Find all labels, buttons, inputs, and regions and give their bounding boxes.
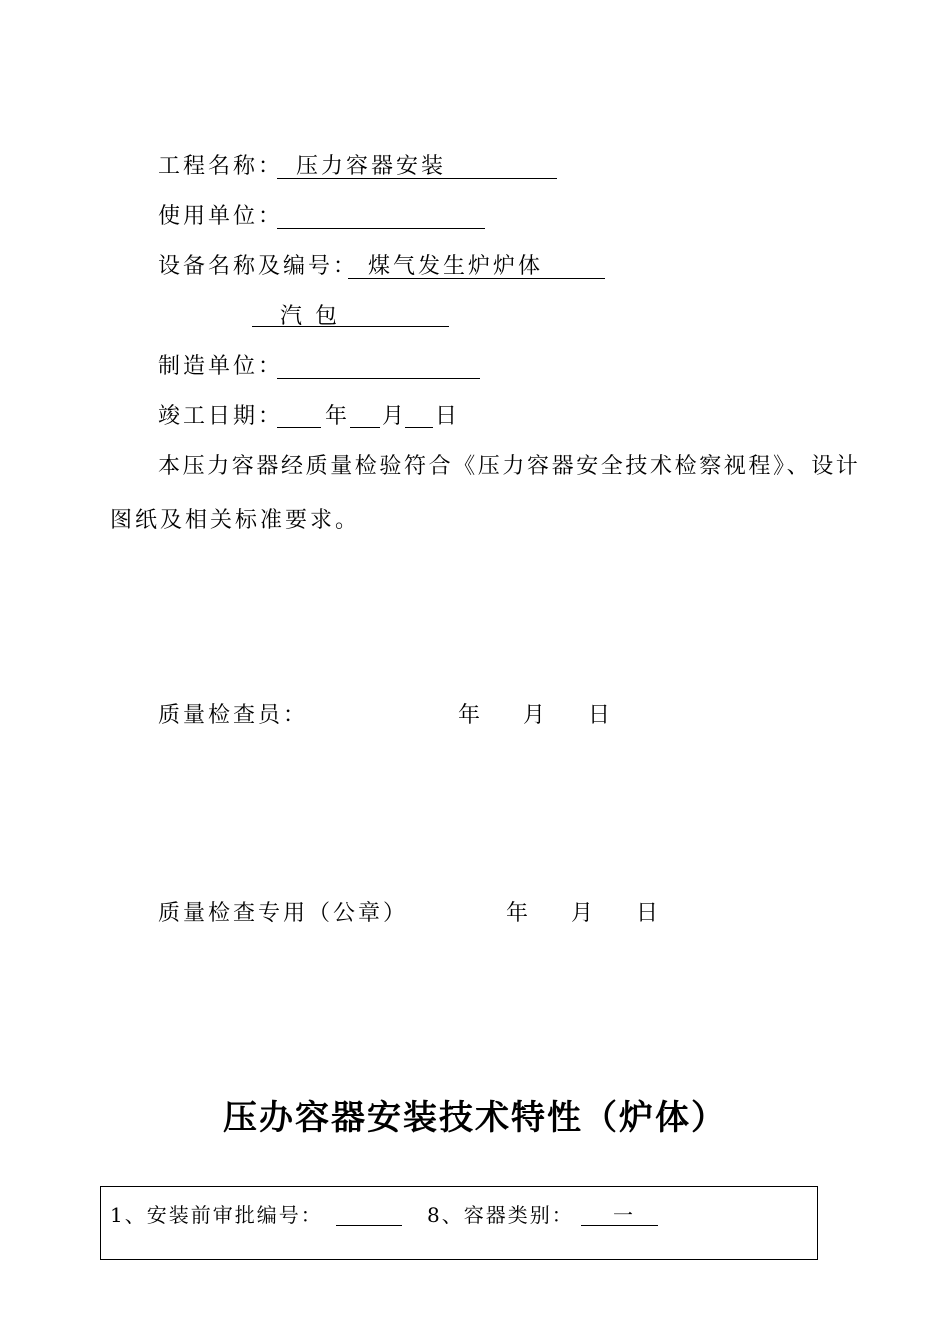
year-underline: [277, 427, 321, 428]
equipment-value-2: 汽 包: [280, 304, 340, 329]
equipment-underline-2: [252, 326, 449, 327]
approval-number-underline: [336, 1225, 402, 1226]
inspector-date: 年 月 日: [458, 703, 613, 728]
day-text: 日: [435, 404, 461, 429]
project-name-value: 压力容器安装: [296, 154, 447, 179]
completion-date-label: 竣工日期：: [158, 404, 284, 429]
container-category-underline: [581, 1225, 658, 1226]
day-underline: [405, 427, 433, 428]
inspector-label: 质量检查员：: [158, 703, 309, 728]
seal-label: 质量检查专用（公章）: [158, 901, 409, 926]
seal-date: 年 月 日: [506, 901, 661, 926]
equipment-label: 设备名称及编号：: [158, 254, 359, 279]
statement-line-1: 本压力容器经质量检验符合《压力容器安全技术检察视程》、设计: [158, 454, 861, 479]
statement-line-2: 图纸及相关标准要求。: [110, 508, 361, 533]
tech-spec-box: [100, 1186, 818, 1260]
month-underline: [350, 427, 380, 428]
project-name-label: 工程名称：: [158, 154, 284, 179]
user-unit-underline: [277, 228, 485, 229]
year-text: 年: [325, 404, 351, 429]
manufacturer-underline: [277, 378, 480, 379]
manufacturer-label: 制造单位：: [158, 354, 284, 379]
section-title: 压办容器安装技术特性（炉体）: [223, 1098, 727, 1138]
user-unit-label: 使用单位：: [158, 204, 284, 229]
month-text: 月: [382, 404, 408, 429]
container-category-value: 一: [613, 1203, 635, 1227]
project-name-underline: [277, 178, 557, 179]
approval-number-label: 1、安装前审批编号：: [110, 1203, 323, 1227]
equipment-value: 煤气发生炉炉体: [368, 254, 544, 279]
equipment-underline: [348, 278, 605, 279]
container-category-label: 8、容器类别：: [427, 1203, 574, 1227]
